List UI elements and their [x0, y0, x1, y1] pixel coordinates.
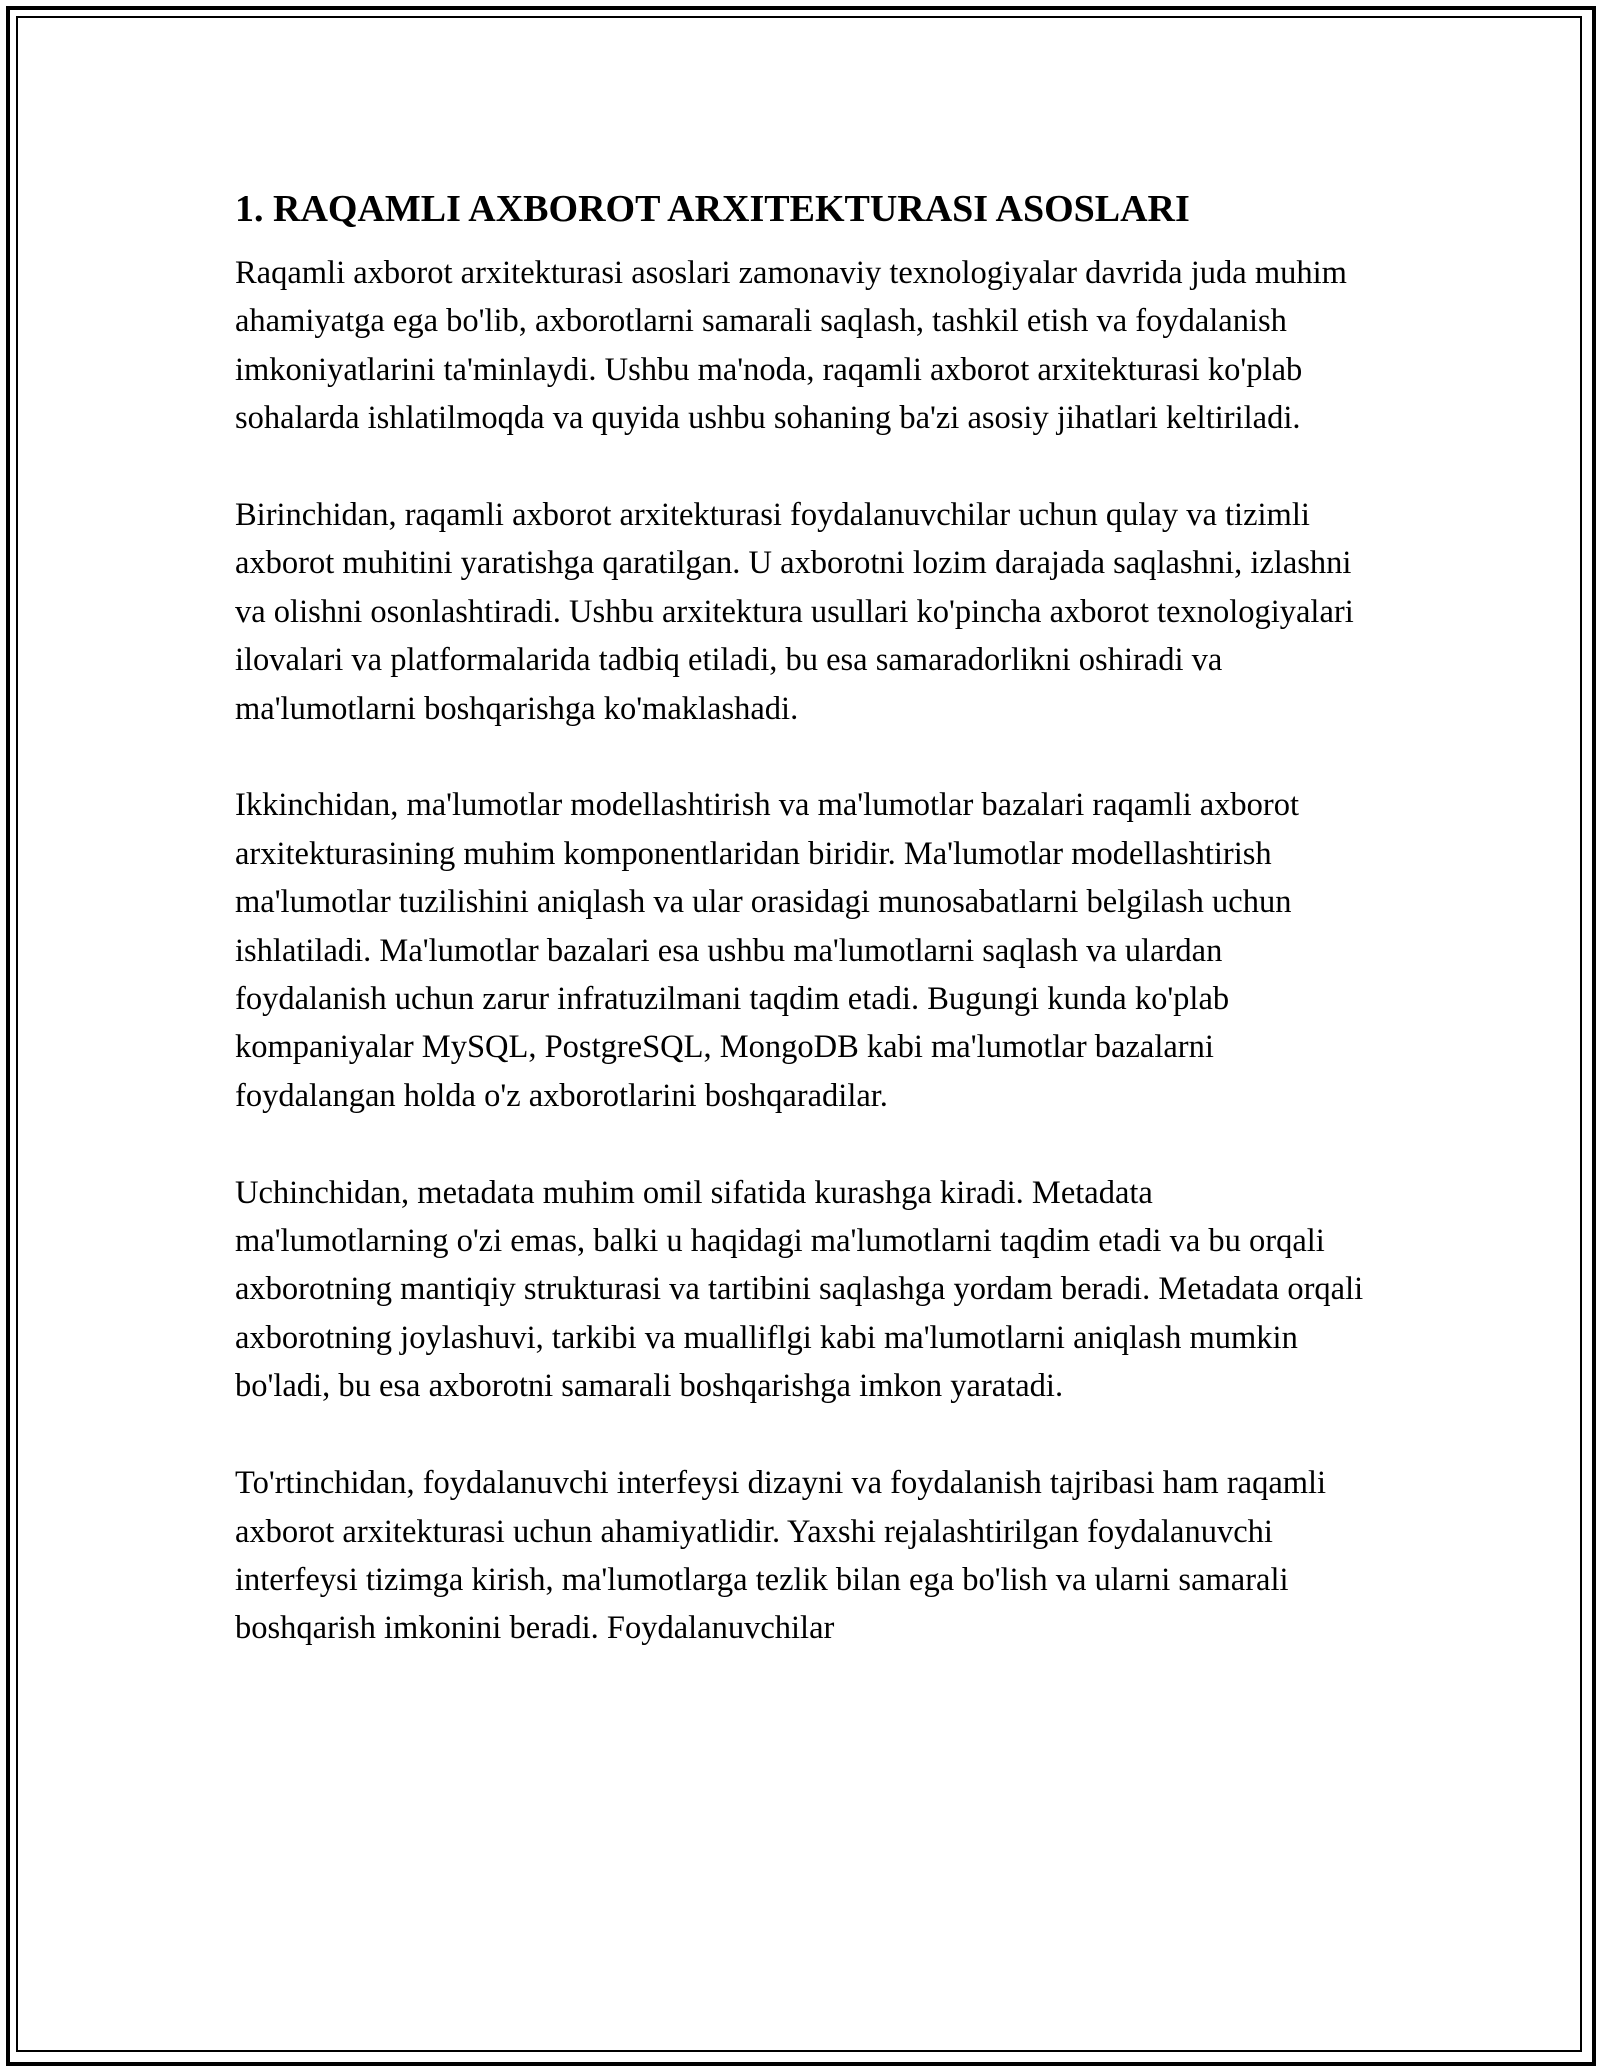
paragraph-fourth: To'rtinchidan, foydalanuvchi interfeysi dizayni va foydalanish tajribasi ham raqamli axborot arxitekturasi uchun ahamiyatlidir. Yaxshi rejalashtirilgan foydalanuvchi interfeysi tizimga kirish, ma'lumotlarga tezlik bilan ega bo'lish va ularni samarali boshqarish imkonini beradi. Foydalanuvchilar: [235, 1465, 1327, 1647]
section-heading: 1. RAQAMLI AXBOROT ARXITEKTURASI ASOSLARI: [235, 188, 1190, 230]
paragraph-first: Birinchidan, raqamli axborot arxitekturasi foydalanuvchilar uchun qulay va tizimli axborot muhitini yaratishga qaratilgan. U axborotni lozim darajada saqlashni, izlashni va olishni osonlashtiradi. Ushbu arxitektura usullari ko'pincha axborot texnologiyalari ilovalari va platformalarida tadbiq etiladi, bu esa samaradorlikni oshiradi va ma'lumotlarni boshqarishga ko'maklashadi.: [235, 497, 1354, 727]
paragraph-third: Uchinchidan, metadata muhim omil sifatida kurashga kiradi. Metadata ma'lumotlarning o'zi emas, balki u haqidagi ma'lumotlarni taqdim etadi va bu orqali axborotning mantiqiy strukturasi va tartibini saqlashga yordam beradi. Metadata orqali axborotning joylashuvi, tarkibi va mualliflgi kabi ma'lumotlarni aniqlash mumkin bo'ladi, bu esa axborotni samarali boshqarishga imkon yaratadi.: [235, 1174, 1364, 1405]
paragraph-second: Ikkinchidan, ma'lumotlar modellashtirish va ma'lumotlar bazalari raqamli axborot arxitekturasining muhim komponentlaridan biridir. Ma'lumotlar modellashtirish ma'lumotlar tuzilishini aniqlash va ular orasidagi munosabatlarni belgilash uchun ishlatiladi. Ma'lumotlar bazalari esa ushbu ma'lumotlarni saqlash va ulardan foydalanish uchun zarur infratuzilmani taqdim etadi. Bugungi kunda ko'plab kompaniyalar MySQL, PostgreSQL, MongoDB kabi ma'lumotlar bazalarni foydalangan holda o'z axborotlarini boshqaradilar.: [235, 787, 1300, 1114]
paragraph-intro: Raqamli axborot arxitekturasi asoslari zamonaviy texnologiyalar davrida juda muhim ahamiyatga ega bo'lib, axborotlarni samarali saqlash, tashkil etish va foydalanish imkoniyatlarini ta'minlaydi. Ushbu ma'noda, raqamli axborot arxitekturasi ko'plab sohalarda ishlatilmoqda va quyida ushbu sohaning ba'zi asosiy jihatlari keltiriladi.: [235, 255, 1347, 437]
page-content: [235, 185, 1370, 1701]
